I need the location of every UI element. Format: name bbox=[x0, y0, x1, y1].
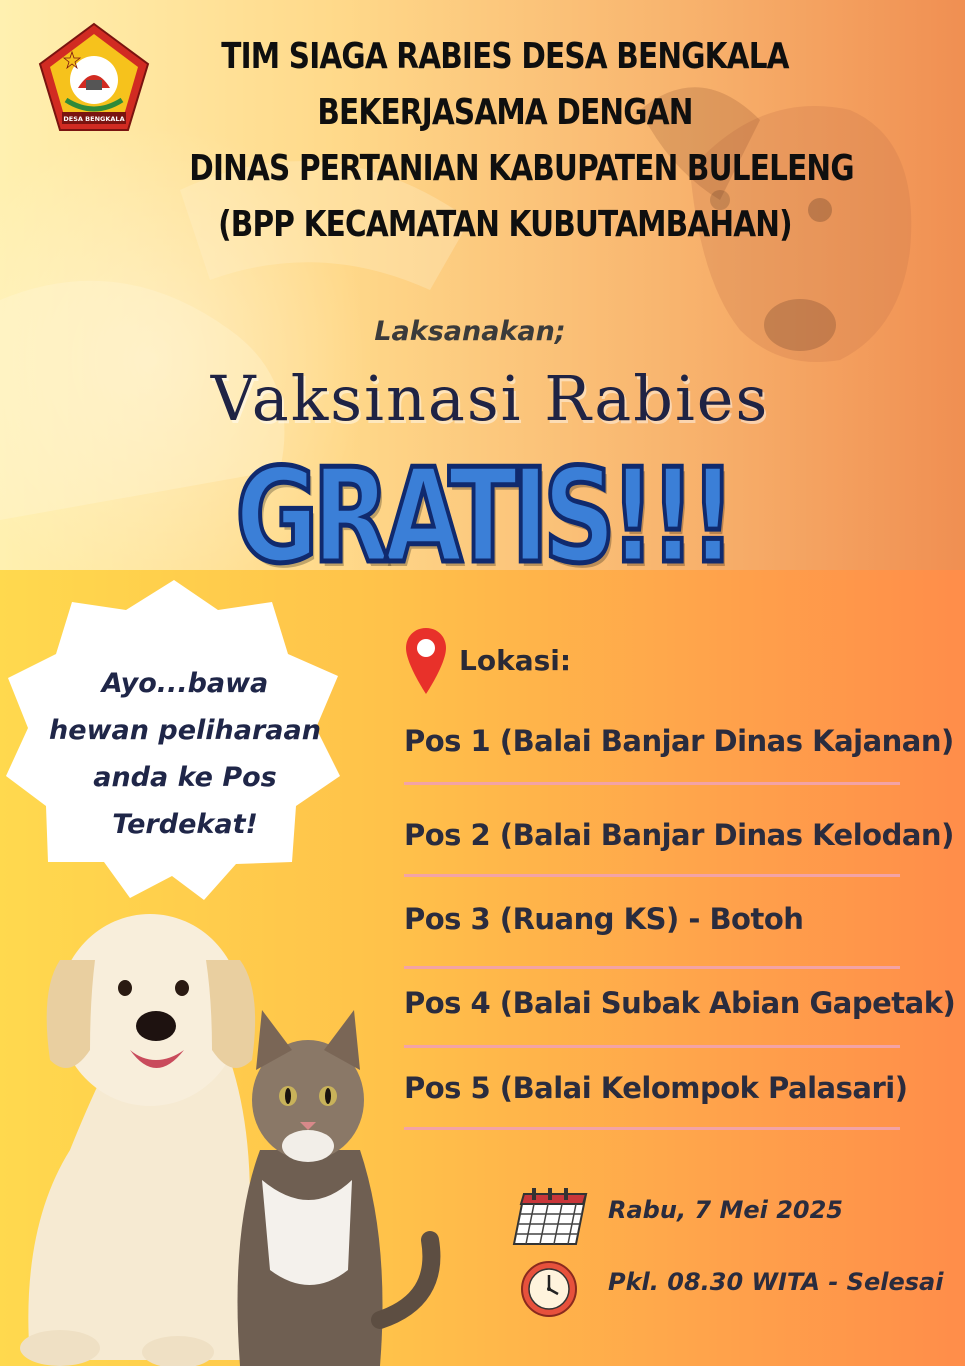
callout-line-4: Terdekat! bbox=[112, 809, 258, 840]
header-line-1: TIM SIAGA RABIES DESA BENGKALA bbox=[221, 36, 789, 77]
gratis-text: GRATIS!!! bbox=[235, 440, 730, 570]
intro-text: Laksanakan; bbox=[374, 316, 566, 347]
post-item-1: Pos 1 (Balai Banjar Dinas Kajanan) bbox=[404, 724, 954, 758]
callout-line-3: anda ke Pos bbox=[93, 762, 277, 793]
dog-illustration bbox=[20, 914, 262, 1366]
village-logo bbox=[38, 22, 150, 134]
clock-icon bbox=[520, 1260, 578, 1318]
divider bbox=[404, 782, 900, 785]
headline-title: Vaksinasi Rabies bbox=[210, 362, 770, 435]
post-item-3: Pos 3 (Ruang KS) - Botoh bbox=[404, 902, 804, 936]
callout-line-1: Ayo...bawa bbox=[101, 668, 269, 699]
header-section bbox=[0, 0, 965, 570]
location-label: Lokasi: bbox=[459, 644, 572, 677]
callout-text bbox=[30, 660, 340, 848]
post-item-5: Pos 5 (Balai Kelompok Palasari) bbox=[404, 1071, 908, 1105]
header-line-2: BEKERJASAMA DENGAN bbox=[317, 92, 693, 133]
divider bbox=[404, 1127, 900, 1130]
cat-illustration bbox=[238, 1010, 432, 1366]
dog-and-cat-photo bbox=[0, 900, 470, 1366]
event-date: Rabu, 7 Mei 2025 bbox=[608, 1196, 844, 1224]
event-time: Pkl. 08.30 WITA - Selesai bbox=[608, 1268, 944, 1296]
logo-text: DESA BENGKALA bbox=[63, 115, 125, 123]
post-item-4: Pos 4 (Balai Subak Abian Gapetak) bbox=[404, 986, 956, 1020]
header-line-3: DINAS PERTANIAN KABUPATEN BULELENG bbox=[189, 148, 854, 189]
map-pin-icon bbox=[404, 626, 448, 696]
calendar-icon bbox=[510, 1186, 588, 1248]
callout-line-2: hewan peliharaan bbox=[49, 715, 321, 746]
post-item-2: Pos 2 (Balai Banjar Dinas Kelodan) bbox=[404, 818, 954, 852]
divider bbox=[404, 1045, 900, 1048]
divider bbox=[404, 966, 900, 969]
divider bbox=[404, 874, 900, 877]
header-line-4: (BPP KECAMATAN KUBUTAMBAHAN) bbox=[218, 204, 792, 245]
